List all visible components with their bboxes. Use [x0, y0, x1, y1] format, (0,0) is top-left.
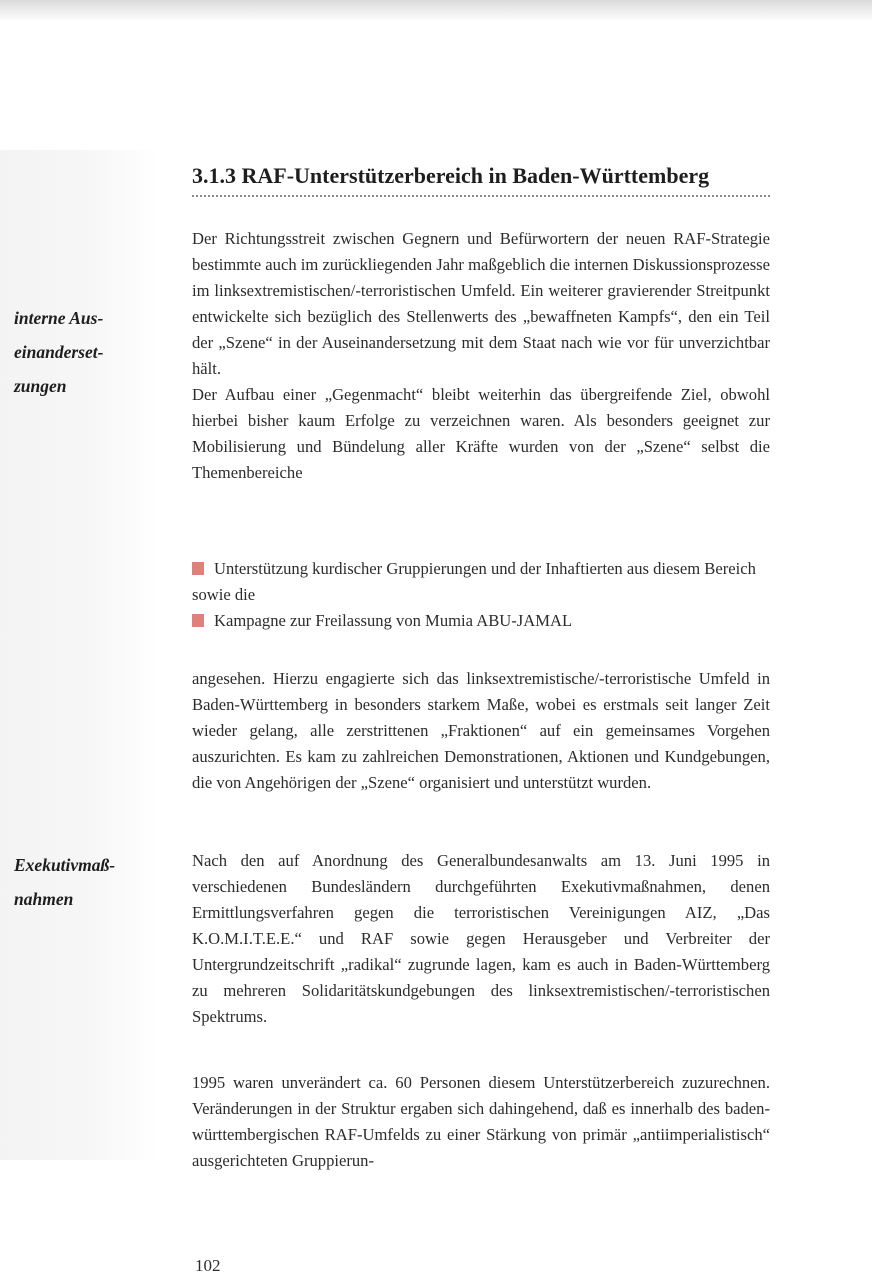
- square-bullet-icon: [192, 614, 204, 627]
- paragraph: angesehen. Hierzu engagierte sich das linksextremistische/-terroristische Umfeld in Baden-Württemberg in besonders starkem Maße, wobei es erstmals seit langer Zeit wieder gelang, alle zerstrittenen „Fraktionen“ auf ein gemeinsames Vorgehen auszurichten. Es kam zu zahlreichen Demonstrationen, Aktionen und Kundgebungen, die von Angehörigen der „Szene“ organisiert und unterstützt wurden.: [192, 669, 770, 792]
- paragraph: 1995 waren unverändert ca. 60 Personen diesem Unterstützerbereich zuzurechnen. Veränderungen in der Struktur ergaben sich dahingehend, daß es innerhalb des baden-württembergischen RAF-Umfelds zu einer Stärkung von primär „antiimperialistisch“ ausgerichteten Gruppierun-: [192, 1073, 770, 1170]
- list-item: [192, 608, 770, 634]
- margin-note-internal-disputes: [14, 301, 164, 403]
- margin-note-line: interne Aus-: [14, 308, 104, 328]
- paragraph: Der Richtungsstreit zwischen Gegnern und Befürwortern der neuen RAF-Strategie bestimmte auch im zurückliegenden Jahr maßgeblich die internen Diskussionsprozesse im linksextremistischen/-terroristischen Umfeld. Ein weiterer gravierender Streitpunkt entwickelte sich bezüglich des Stellenwerts des „bewaffneten Kampfs“, den ein Teil der „Szene“ in der Auseinandersetzung mit dem Staat nach wie vor für unverzichtbar hält.: [192, 229, 770, 378]
- margin-note-executive-measures: [14, 848, 164, 916]
- text-block-intro: [192, 226, 770, 486]
- text-block-executive-measures: [192, 848, 770, 1030]
- list-item: [192, 556, 770, 608]
- square-bullet-icon: [192, 562, 204, 575]
- page-number: 102: [195, 1256, 221, 1275]
- text-block-engagement: [192, 666, 770, 796]
- margin-note-line: Exekutivmaß-: [14, 855, 116, 875]
- list-item-text: Kampagne zur Freilassung von Mumia ABU-JAMAL: [214, 611, 573, 630]
- paragraph: Der Aufbau einer „Gegenmacht“ bleibt weiterhin das übergreifende Ziel, obwohl hierbei bisher kaum Erfolge zu verzeichnen waren. Als besonders geeignet zur Mobilisierung und Bündelung aller Kräfte wurden von der „Szene“ selbst die Themenbereiche: [192, 385, 770, 482]
- margin-note-line: nahmen: [14, 889, 74, 909]
- paragraph: Nach den auf Anordnung des Generalbundesanwalts am 13. Juni 1995 in verschiedenen Bundesländern durchgeführten Exekutivmaßnahmen, denen Ermittlungsverfahren gegen die terroristischen Vereinigungen AIZ, „Das K.O.M.I.T.E.E.“ und RAF sowie gegen Herausgeber und Verbreiter der Untergrundzeitschrift „radikal“ zugrunde lagen, kam es auch in Baden-Württemberg zu mehreren Solidaritätskundgebungen des linksextremistischen/-terroristischen Spektrums.: [192, 851, 770, 1026]
- scan-top-shadow: [0, 0, 872, 22]
- margin-note-line: einanderset-: [14, 342, 104, 362]
- list-item-text: Unterstützung kurdischer Gruppierungen und der Inhaftierten aus diesem Bereich sowie die: [192, 559, 756, 604]
- topic-list: [192, 556, 770, 634]
- margin-note-line: zungen: [14, 376, 67, 396]
- text-block-supporters: [192, 1070, 770, 1174]
- section-heading: 3.1.3 RAF-Unterstützerbereich in Baden-Württemberg: [192, 163, 770, 197]
